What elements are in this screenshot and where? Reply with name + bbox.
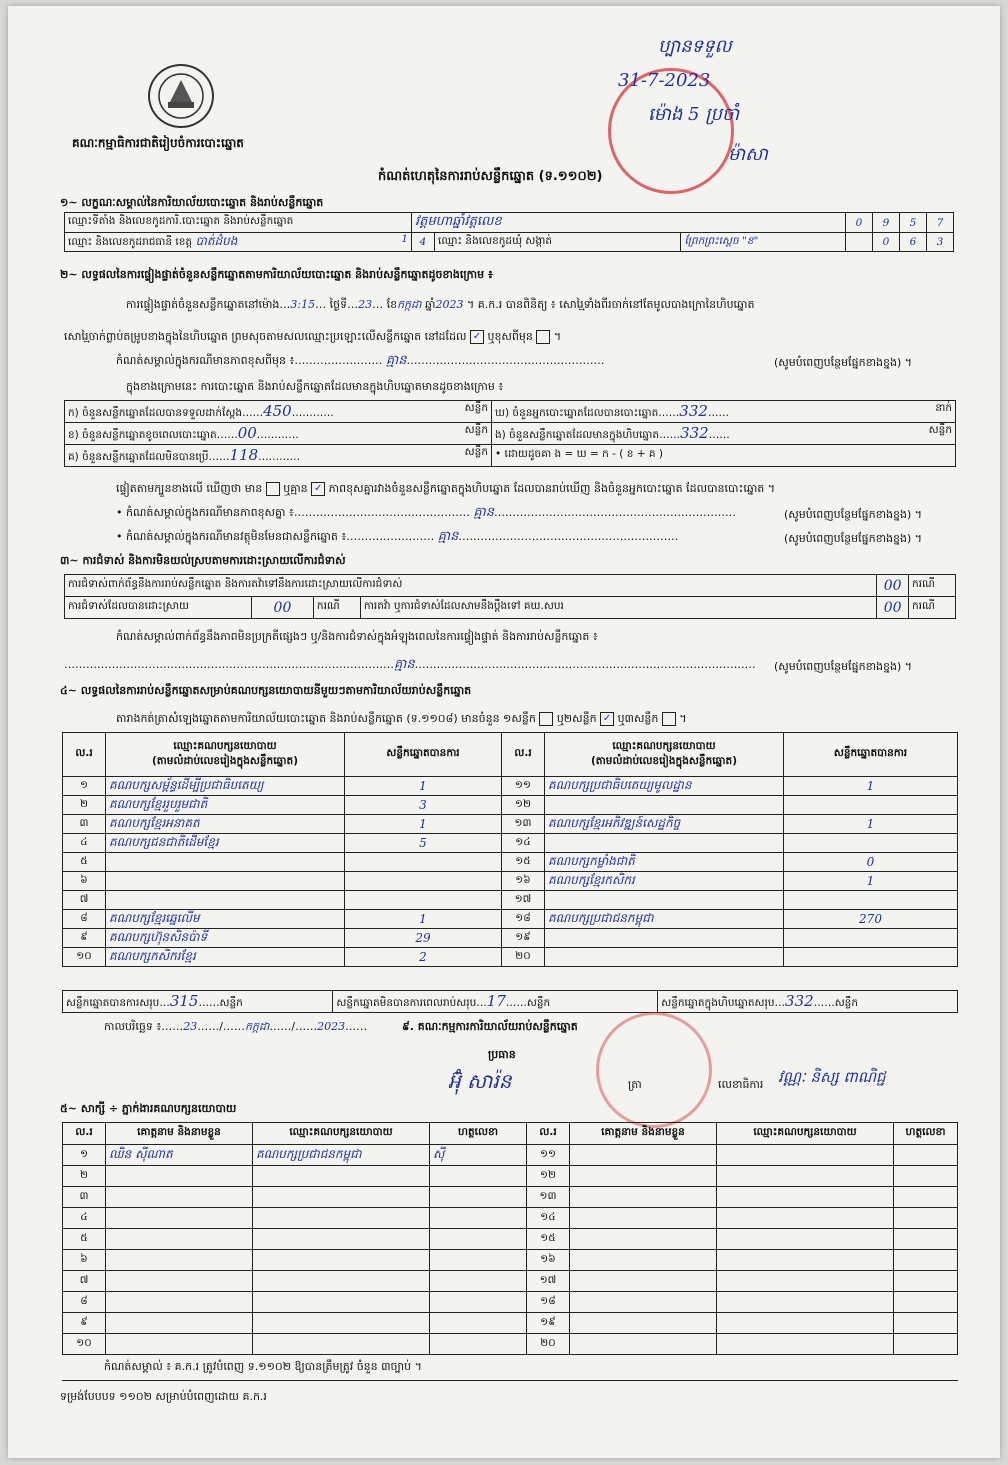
witness-signature-right bbox=[894, 1145, 958, 1166]
party-name-left: គណបក្សជនជាតិដើមខ្មែរ bbox=[106, 834, 345, 853]
objection-table bbox=[64, 574, 956, 619]
votes-right: 270 bbox=[784, 910, 958, 929]
commune-value: ព្រែកព្រះស្តេច "ខ" bbox=[681, 233, 846, 252]
section1-title: ១~ លក្ខណៈសម្គាល់នៃការិយាល័យបោះឆ្នោត និងរាប់សន្លឹកឆ្នោត bbox=[60, 196, 324, 209]
witness-signature bbox=[430, 1313, 527, 1334]
table-row bbox=[63, 1208, 958, 1229]
party-name-right: គណបក្សប្រជាធិបតេយ្យមូលដ្ឋាន bbox=[545, 777, 784, 796]
witness-name-right bbox=[570, 1313, 717, 1334]
w-col-party-left: ឈ្មោះគណបក្សនយោបាយ bbox=[253, 1123, 430, 1145]
unused-ballots: គ) ចំនួនសន្លឹកឆ្នោតដែលមិនបានប្រើ……118………… សន្លឹក bbox=[65, 445, 492, 467]
appeal-value: 00 bbox=[877, 597, 909, 619]
row-no-left: ៥ bbox=[63, 853, 106, 872]
same-checkbox[interactable]: ✓ bbox=[470, 330, 484, 344]
row-no-left: ១០ bbox=[63, 948, 106, 967]
party-name-right bbox=[545, 948, 784, 967]
chair-signature: អ៊ុំ សារ៉ន bbox=[448, 1069, 512, 1093]
stamp-signature: ម៉ាសា bbox=[728, 144, 768, 165]
party-name-left bbox=[106, 872, 345, 891]
party-name-right: គណបក្សខ្មែរអភិវឌ្ឍន៍សេដ្ឋកិច្ច bbox=[545, 815, 784, 834]
commune-code-1: 0 bbox=[873, 233, 900, 252]
votes-right bbox=[784, 891, 958, 910]
table-row bbox=[63, 1229, 958, 1250]
count-subhead: ក្នុងខាងក្រោមនេះ ការបោះឆ្នោត និងរាប់សន្លឹកឆ្នោតដែលមានក្នុងហិបឆ្នោតមានដូចខាងក្រោម ៖ bbox=[126, 380, 504, 393]
bullet2: • កំណត់សម្គាល់ក្នុងករណីមានវត្ថុមិនមែនជាសន្លឹកឆ្នោត ៖…………………… គ្មាន…………………………………………………… bbox=[116, 529, 679, 544]
location-code-2: 9 bbox=[873, 213, 900, 233]
w-col-sign-right: ហត្ថលេខា bbox=[894, 1123, 958, 1145]
resolved-unit: ករណី bbox=[313, 597, 360, 619]
party-name-right: គណបក្សប្រជាជនកម្ពុជា bbox=[545, 910, 784, 929]
votes-left bbox=[345, 853, 502, 872]
party-name-left: គណបក្សកសិករខ្មែរ bbox=[106, 948, 345, 967]
form-footer: ទម្រង់បែបបទ ១១០២ សម្រាប់បំពេញដោយ គ.ក.រ bbox=[60, 1390, 267, 1403]
witness-no-right: ១៩ bbox=[527, 1313, 570, 1334]
witness-name bbox=[106, 1166, 253, 1187]
witness-name-right bbox=[570, 1145, 717, 1166]
table-row bbox=[63, 1145, 958, 1166]
party-name-right bbox=[545, 834, 784, 853]
nec-emblem-logo bbox=[148, 64, 214, 128]
witness-no-right: ១៧ bbox=[527, 1271, 570, 1292]
witness-no-left: ៤ bbox=[63, 1208, 106, 1229]
committee-label: ៩. គណៈកម្មការការិយាល័យរាប់សន្លឹកឆ្នោត bbox=[402, 1020, 578, 1033]
formula-note: • ដោយដូចគា ង = ឃ = ក - ( ខ + គ ) bbox=[492, 445, 956, 467]
witness-no-left: ៧ bbox=[63, 1271, 106, 1292]
row-no-right: ១៩ bbox=[502, 929, 545, 948]
witness-no-right: ១៨ bbox=[527, 1292, 570, 1313]
witness-signature bbox=[430, 1229, 527, 1250]
witness-no-left: ១០ bbox=[63, 1334, 106, 1355]
party-name-right bbox=[545, 891, 784, 910]
party-name-left bbox=[106, 853, 345, 872]
spoiled-ballots: ខ) ចំនួនសន្លឹកឆ្នោតខូចពេលបោះឆ្នោត……00………… សន្លឹក bbox=[65, 423, 492, 445]
witness-signature bbox=[430, 1187, 527, 1208]
witness-no-left: ៨ bbox=[63, 1292, 106, 1313]
votes-right: 1 bbox=[784, 872, 958, 891]
secretary-label: លេខាធិការ bbox=[718, 1078, 764, 1091]
ballots-in-box: ង) ចំនួនសន្លឹកឆ្នោតដែលមានក្នុងហិបឆ្នោត……332…… សន្លឹក bbox=[492, 423, 956, 445]
votes-left: 29 bbox=[345, 929, 502, 948]
col-party-left: ឈ្មោះគណបក្សនយោបាយ (តាមលំដាប់លេខរៀងក្នុងសន្លឹកឆ្នោត) bbox=[106, 733, 345, 777]
witness-name bbox=[106, 1208, 253, 1229]
witness-signature-right bbox=[894, 1208, 958, 1229]
received-ballots: ក) ចំនួនសន្លឹកឆ្នោតដែលបានទទួលដាក់ស្ដែង……450………… សន្លឹក bbox=[65, 401, 492, 423]
witness-party bbox=[253, 1208, 430, 1229]
province-code-2: 4 bbox=[412, 233, 435, 252]
col-no-left: ល.រ bbox=[63, 733, 106, 777]
row-no-left: ២ bbox=[63, 796, 106, 815]
votes-left bbox=[345, 891, 502, 910]
witness-signature-right bbox=[894, 1292, 958, 1313]
witness-party-right bbox=[717, 1208, 894, 1229]
votes-right bbox=[784, 834, 958, 853]
witness-signature: ស៊ី bbox=[430, 1145, 527, 1166]
table-row bbox=[63, 1292, 958, 1313]
party-name-left: គណបក្សសម្ព័ន្ធដើម្បីប្រជាធិបតេយ្យ bbox=[106, 777, 345, 796]
col-party-right: ឈ្មោះគណបក្សនយោបាយ (តាមលំដាប់លេខរៀងក្នុងសន្លឹកឆ្នោត) bbox=[545, 733, 784, 777]
votes-right: 1 bbox=[784, 777, 958, 796]
table-row bbox=[63, 872, 958, 891]
witness-no-left: ១ bbox=[63, 1145, 106, 1166]
table-row bbox=[63, 834, 958, 853]
table-row bbox=[63, 929, 958, 948]
row-no-right: ១៥ bbox=[502, 853, 545, 872]
discrepancy-line: ផ្ទៀតតាមក្បួនខាងលើ ឃើញថា មាន ឬគ្មាន ✓ ភាពខុសគ្នារវាងចំនួនសន្លឹកឆ្នោតក្នុងហិបឆ្នោត ដែលបានរាប់ឃើញ និងចំនួនអ្នកបោះឆ្នោត ដែលបានបោះឆ្នោត ។ bbox=[116, 482, 776, 495]
count-table bbox=[64, 400, 956, 467]
col-votes-right: សន្លឹកឆ្នោតបានការ bbox=[784, 733, 958, 777]
witness-name bbox=[106, 1271, 253, 1292]
party-name-left: គណបក្សខ្មែរអនាគត bbox=[106, 815, 345, 834]
stamp-received: ប្បានទទួល bbox=[658, 36, 732, 57]
witness-party-right bbox=[717, 1292, 894, 1313]
diff-note-suffix: (សូមបំពេញបន្ថែមផ្នែកខាងខ្នង) ។ bbox=[774, 356, 913, 369]
table-row bbox=[63, 1187, 958, 1208]
table-row bbox=[63, 1313, 958, 1334]
row-no-right: ១២ bbox=[502, 796, 545, 815]
row-no-right: ១៣ bbox=[502, 815, 545, 834]
witness-name-right bbox=[570, 1271, 717, 1292]
table-row bbox=[63, 1334, 958, 1355]
witness-no-left: ៦ bbox=[63, 1250, 106, 1271]
witness-signature-right bbox=[894, 1229, 958, 1250]
section3-title: ៣~ ការជំទាស់ និងការមិនយល់ស្របតាមការដោះស្រាយលើការជំទាស់ bbox=[60, 554, 346, 567]
secretary-signature: វណ្ណៈ និស្ស ពាណិជ្ជ bbox=[778, 1068, 886, 1086]
witness-no-right: ១៦ bbox=[527, 1250, 570, 1271]
w-col-sign-left: ហត្ថលេខា bbox=[430, 1123, 527, 1145]
witness-no-left: ៣ bbox=[63, 1187, 106, 1208]
witness-no-right: ១២ bbox=[527, 1166, 570, 1187]
different-checkbox[interactable] bbox=[536, 330, 550, 344]
witness-no-left: ៥ bbox=[63, 1229, 106, 1250]
irregularity-note-label: កំណត់សម្គាល់ពាក់ព័ន្ធនឹងភាពមិនប្រក្រតីផ្សេងៗ ឬ/និងការជំទាស់ក្នុងអំឡុងពេលនៃការផ្ទៀងផ្ទាត់ និងការរាប់សន្លឹកឆ្នោត ៖ bbox=[116, 630, 598, 643]
stamp-date: 31-7-2023 bbox=[618, 70, 711, 91]
witness-no-left: ៩ bbox=[63, 1313, 106, 1334]
witness-no-right: ២០ bbox=[527, 1334, 570, 1355]
bullet1: • កំណត់សម្គាល់ក្នុងករណីមានភាពខុសគ្នា ៖………………………………………… គ្មាន………………………………………………………… bbox=[116, 505, 736, 520]
section5-title: ៥~ សាក្សី ÷ ភ្នាក់ងារគណបក្សនយោបាយ bbox=[60, 1102, 237, 1115]
witness-name-right bbox=[570, 1166, 717, 1187]
witness-signature-right bbox=[894, 1313, 958, 1334]
votes-left: 3 bbox=[345, 796, 502, 815]
objection-value: 00 bbox=[877, 575, 909, 597]
objection-label: ការជំទាស់ពាក់ព័ន្ធនឹងការរាប់សន្លឹកឆ្នោត និងការតវ៉ាទៅនឹងការដោះស្រាយលើការជំទាស់ bbox=[65, 575, 877, 597]
votes-left: 2 bbox=[345, 948, 502, 967]
location-code-1: 0 bbox=[846, 213, 873, 233]
witness-signature bbox=[430, 1292, 527, 1313]
appeal-label: ការតវ៉ា ឬការជំទាស់ដែលសាមនឹងប្ដឹងទៅ គឃ.សបរ bbox=[360, 597, 876, 619]
commune-label: ឈ្មោះ និងលេខកូដឃុំ សង្កាត់ bbox=[435, 233, 681, 252]
row-no-right: ១៤ bbox=[502, 834, 545, 853]
witness-name-right bbox=[570, 1334, 717, 1355]
party-name-left: គណបក្សខ្មែររួបរួមជាតិ bbox=[106, 796, 345, 815]
row-no-right: ២០ bbox=[502, 948, 545, 967]
irregularity-suffix: (សូមបំពេញបន្ថែមផ្នែកខាងខ្នង) ។ bbox=[774, 660, 913, 673]
table-row bbox=[63, 891, 958, 910]
witness-party bbox=[253, 1313, 430, 1334]
votes-left bbox=[345, 872, 502, 891]
votes-right: 1 bbox=[784, 815, 958, 834]
witness-body bbox=[63, 1145, 958, 1355]
emblem-icon bbox=[150, 66, 212, 126]
witness-party bbox=[253, 1271, 430, 1292]
witness-signature bbox=[430, 1208, 527, 1229]
witness-no-left: ២ bbox=[63, 1166, 106, 1187]
votes-left: 1 bbox=[345, 815, 502, 834]
w-col-name-left: គោត្តនាម និងនាមខ្លួន bbox=[106, 1123, 253, 1145]
witness-name bbox=[106, 1250, 253, 1271]
resolved-value: 00 bbox=[252, 597, 314, 619]
three-sheet-checkbox[interactable] bbox=[662, 712, 676, 726]
witness-signature bbox=[430, 1334, 527, 1355]
location-value: វត្តមហាឆ្នាំវត្តលេខ bbox=[412, 213, 846, 233]
witness-party bbox=[253, 1334, 430, 1355]
witness-party-right bbox=[717, 1187, 894, 1208]
party-name-right: គណបក្សខ្មែរកសិករ bbox=[545, 872, 784, 891]
org-name: គណៈកម្មាធិការជាតិរៀបចំការបោះឆ្នោត bbox=[72, 136, 244, 150]
objection-unit: ករណី bbox=[909, 575, 956, 597]
party-name-left bbox=[106, 891, 345, 910]
table-row bbox=[63, 1271, 958, 1292]
table-row bbox=[63, 796, 958, 815]
witness-name bbox=[106, 1313, 253, 1334]
province-label: ឈ្មោះ និងលេខកូដរាជធានី ខេត្ត បាត់ដំបង 1 bbox=[65, 233, 412, 252]
witness-no-right: ១១ bbox=[527, 1145, 570, 1166]
witness-party-right bbox=[717, 1271, 894, 1292]
row-no-left: ៤ bbox=[63, 834, 106, 853]
party-name-right bbox=[545, 929, 784, 948]
witness-party-right bbox=[717, 1166, 894, 1187]
w-col-no-left: ល.រ bbox=[63, 1123, 106, 1145]
tally-sheet-line: តារាងកត់ត្រាសំឡេងឆ្នោតតាមការិយាល័យបោះឆ្នោត និងរាប់សន្លឹកឆ្នោត (ទ.១១០៨) មានចំនួន ១សន្លឹក ឬ២សន្លឹក ✓ ឬ៣សន្លឹក ។ bbox=[116, 712, 687, 725]
chair-label: ប្រធាន bbox=[488, 1048, 516, 1061]
one-sheet-checkbox[interactable] bbox=[539, 712, 553, 726]
votes-left: 5 bbox=[345, 834, 502, 853]
stamp-time: ម៉ោង 5 ប្រចាំ bbox=[648, 104, 740, 125]
party-name-left: គណបក្សហ៊ុនសិនប៉ាទី bbox=[106, 929, 345, 948]
party-name-right: គណបក្សកម្លាំងជាតិ bbox=[545, 853, 784, 872]
commune-code-3: 3 bbox=[927, 233, 954, 252]
appeal-unit: ករណី bbox=[909, 597, 956, 619]
witness-signature bbox=[430, 1250, 527, 1271]
witness-signature bbox=[430, 1166, 527, 1187]
witness-party bbox=[253, 1250, 430, 1271]
col-no-right: ល.រ bbox=[502, 733, 545, 777]
witness-party bbox=[253, 1187, 430, 1208]
row-no-right: ១១ bbox=[502, 777, 545, 796]
witness-name bbox=[106, 1229, 253, 1250]
committee-seal bbox=[596, 1012, 712, 1128]
section1-table bbox=[64, 212, 954, 252]
witness-name: ឈិន ស៊ីណាត bbox=[106, 1145, 253, 1166]
witness-signature-right bbox=[894, 1271, 958, 1292]
table-row bbox=[63, 815, 958, 834]
witness-no-right: ១៥ bbox=[527, 1229, 570, 1250]
votes-right bbox=[784, 929, 958, 948]
location-label: ឈ្មោះទីតាំង និងលេខកូដការិ.បោះឆ្នោត និងរាប់សន្លឹកឆ្នោត bbox=[65, 213, 412, 233]
col-votes-left: សន្លឹកឆ្នោតបានការ bbox=[345, 733, 502, 777]
bullet2-suffix: (សូមបំពេញបន្ថែមផ្នែកខាងខ្នង) ។ bbox=[784, 532, 923, 545]
witness-party bbox=[253, 1166, 430, 1187]
witness-party bbox=[253, 1229, 430, 1250]
voters-voted: ឃ) ចំនួនអ្នកបោះឆ្នោតដែលបានបោះឆ្នោត……332…… នាក់ bbox=[492, 401, 956, 423]
witness-party-right bbox=[717, 1313, 894, 1334]
doc-title: កំណត់ហេតុនៃការរាប់សន្លឹកឆ្នោត (ទ.១១០២) bbox=[378, 169, 603, 184]
row-no-left: ៩ bbox=[63, 929, 106, 948]
witness-name bbox=[106, 1292, 253, 1313]
table-row bbox=[63, 1250, 958, 1271]
witness-no-right: ១៤ bbox=[527, 1208, 570, 1229]
row-no-left: ៨ bbox=[63, 910, 106, 929]
irregularity-note: ………………………………………………………………………………គ្មាន………………………………………………………………………………… bbox=[64, 657, 756, 672]
witness-signature bbox=[430, 1271, 527, 1292]
witness-name-right bbox=[570, 1208, 717, 1229]
total-invalid: សន្លឹកឆ្នោតមិនបានការពេលរាប់សរុប…17……សន្លឹក bbox=[333, 991, 658, 1013]
votes-right bbox=[784, 796, 958, 815]
votes-left: 1 bbox=[345, 910, 502, 929]
has-discrepancy-checkbox[interactable] bbox=[266, 482, 280, 496]
w-col-name-right: គោត្តនាម និងនាមខ្លួន bbox=[570, 1123, 717, 1145]
commune-code-2: 6 bbox=[900, 233, 927, 252]
date-line: កាលបរិច្ឆេទ ៖……23……/……កក្កដា……/……2023…… bbox=[104, 1020, 368, 1033]
row-no-right: ១៨ bbox=[502, 910, 545, 929]
table-row bbox=[63, 910, 958, 929]
witness-party-right bbox=[717, 1334, 894, 1355]
witness-party-right bbox=[717, 1145, 894, 1166]
section2-title: ២~ លទ្ធផលនៃការផ្ទៀងផ្ទាត់ចំនួនសន្លឹកឆ្នោតតាមការិយាល័យបោះឆ្នោត និងរាប់សន្លឹកឆ្នោតដូចខាងក្រោម ៖ bbox=[60, 268, 493, 281]
witness-party bbox=[253, 1292, 430, 1313]
total-in-box: សន្លឹកឆ្នោតក្នុងហិបឆ្នោតសរុប…332……សន្លឹក bbox=[658, 991, 958, 1013]
witness-name bbox=[106, 1334, 253, 1355]
table-row bbox=[63, 777, 958, 796]
seal-label: ត្រា bbox=[628, 1078, 642, 1091]
witness-signature-right bbox=[894, 1187, 958, 1208]
row-no-right: ១៧ bbox=[502, 891, 545, 910]
two-sheet-checkbox[interactable]: ✓ bbox=[600, 712, 614, 726]
witness-table bbox=[62, 1122, 958, 1355]
witness-name-right bbox=[570, 1292, 717, 1313]
witness-party-right bbox=[717, 1250, 894, 1271]
witness-no-right: ១៣ bbox=[527, 1187, 570, 1208]
party-results-table bbox=[62, 732, 958, 967]
location-code-3: 5 bbox=[900, 213, 927, 233]
bottom-note: កំណត់សម្គាល់ ៖ គ.ក.រ ត្រូវបំពេញ ទ.១១០២ ឱ្យបានត្រឹមត្រូវ ចំនួន ៣ច្បាប់ ។ bbox=[104, 1360, 422, 1373]
table-row bbox=[63, 1166, 958, 1187]
witness-signature-right bbox=[894, 1166, 958, 1187]
party-name-left: គណបក្សខ្មែរឆ្នេលើម bbox=[106, 910, 345, 929]
footer-divider bbox=[62, 1380, 958, 1381]
form-page bbox=[8, 6, 1000, 1458]
totals-row bbox=[62, 990, 958, 1013]
witness-name-right bbox=[570, 1187, 717, 1208]
votes-right: 0 bbox=[784, 853, 958, 872]
resolved-label: ការជំទាស់ដែលបានដោះស្រាយ bbox=[65, 597, 252, 619]
row-no-left: ៧ bbox=[63, 891, 106, 910]
verification-line1: ការផ្ទៀងផ្ទាត់ចំនួនសន្លឹកឆ្នោតនៅម៉ោង…3:15… ថ្ងៃទី…23… ខែកក្កដា ឆ្នាំ2023 ។ គ.ក.រ បានពិនិត្យ ៖ សោរ្មៃទាំងពីរចាក់នៅតែមូលបាងក្រោនៃហិបឆ្នោត bbox=[126, 298, 755, 311]
location-code-4: 7 bbox=[927, 213, 954, 233]
witness-signature-right bbox=[894, 1334, 958, 1355]
row-no-left: ៣ bbox=[63, 815, 106, 834]
section4-title: ៤~ លទ្ធផលនៃការរាប់សន្លឹកឆ្នោតសម្រាប់គណបក្សនយោបាយនីមួយៗតាមការិយាល័យរាប់សន្លឹកឆ្នោត bbox=[60, 684, 472, 697]
diff-note: កំណត់សម្គាល់ក្នុងករណីមានភាពខុសពីមុន ៖…………………… គ្មាន……………………………………………… bbox=[116, 353, 605, 368]
row-no-left: ១ bbox=[63, 777, 106, 796]
witness-signature-right bbox=[894, 1250, 958, 1271]
results-body bbox=[63, 777, 958, 967]
table-row bbox=[63, 948, 958, 967]
witness-party-right bbox=[717, 1229, 894, 1250]
verification-line2: សោរ្មៃចាក់ព្លាប់តម្រូបខាងក្នុងនៃហិបឆ្នោត ព្រមសុចតាមសលឈ្មោះប្រឡោះលើសន្លឹកឆ្នោត នៅដដែល ✓ ឬខុសពីមុន ។ bbox=[64, 330, 562, 343]
party-name-right bbox=[545, 796, 784, 815]
witness-name-right bbox=[570, 1229, 717, 1250]
total-valid: សន្លឹកឆ្នោតបានការសរុប…315……សន្លឹក bbox=[63, 991, 333, 1013]
table-row bbox=[63, 853, 958, 872]
row-no-left: ៦ bbox=[63, 872, 106, 891]
witness-name bbox=[106, 1187, 253, 1208]
witness-name-right bbox=[570, 1250, 717, 1271]
w-col-party-right: ឈ្មោះគណបក្សនយោបាយ bbox=[717, 1123, 894, 1145]
votes-left: 1 bbox=[345, 777, 502, 796]
bullet1-suffix: (សូមបំពេញបន្ថែមផ្នែកខាងខ្នង) ។ bbox=[784, 508, 923, 521]
witness-party: គណបក្សប្រជាជនកម្ពុជា bbox=[253, 1145, 430, 1166]
w-col-no-right: ល.រ bbox=[527, 1123, 570, 1145]
row-no-right: ១៦ bbox=[502, 872, 545, 891]
no-discrepancy-checkbox[interactable]: ✓ bbox=[311, 482, 325, 496]
votes-right bbox=[784, 948, 958, 967]
